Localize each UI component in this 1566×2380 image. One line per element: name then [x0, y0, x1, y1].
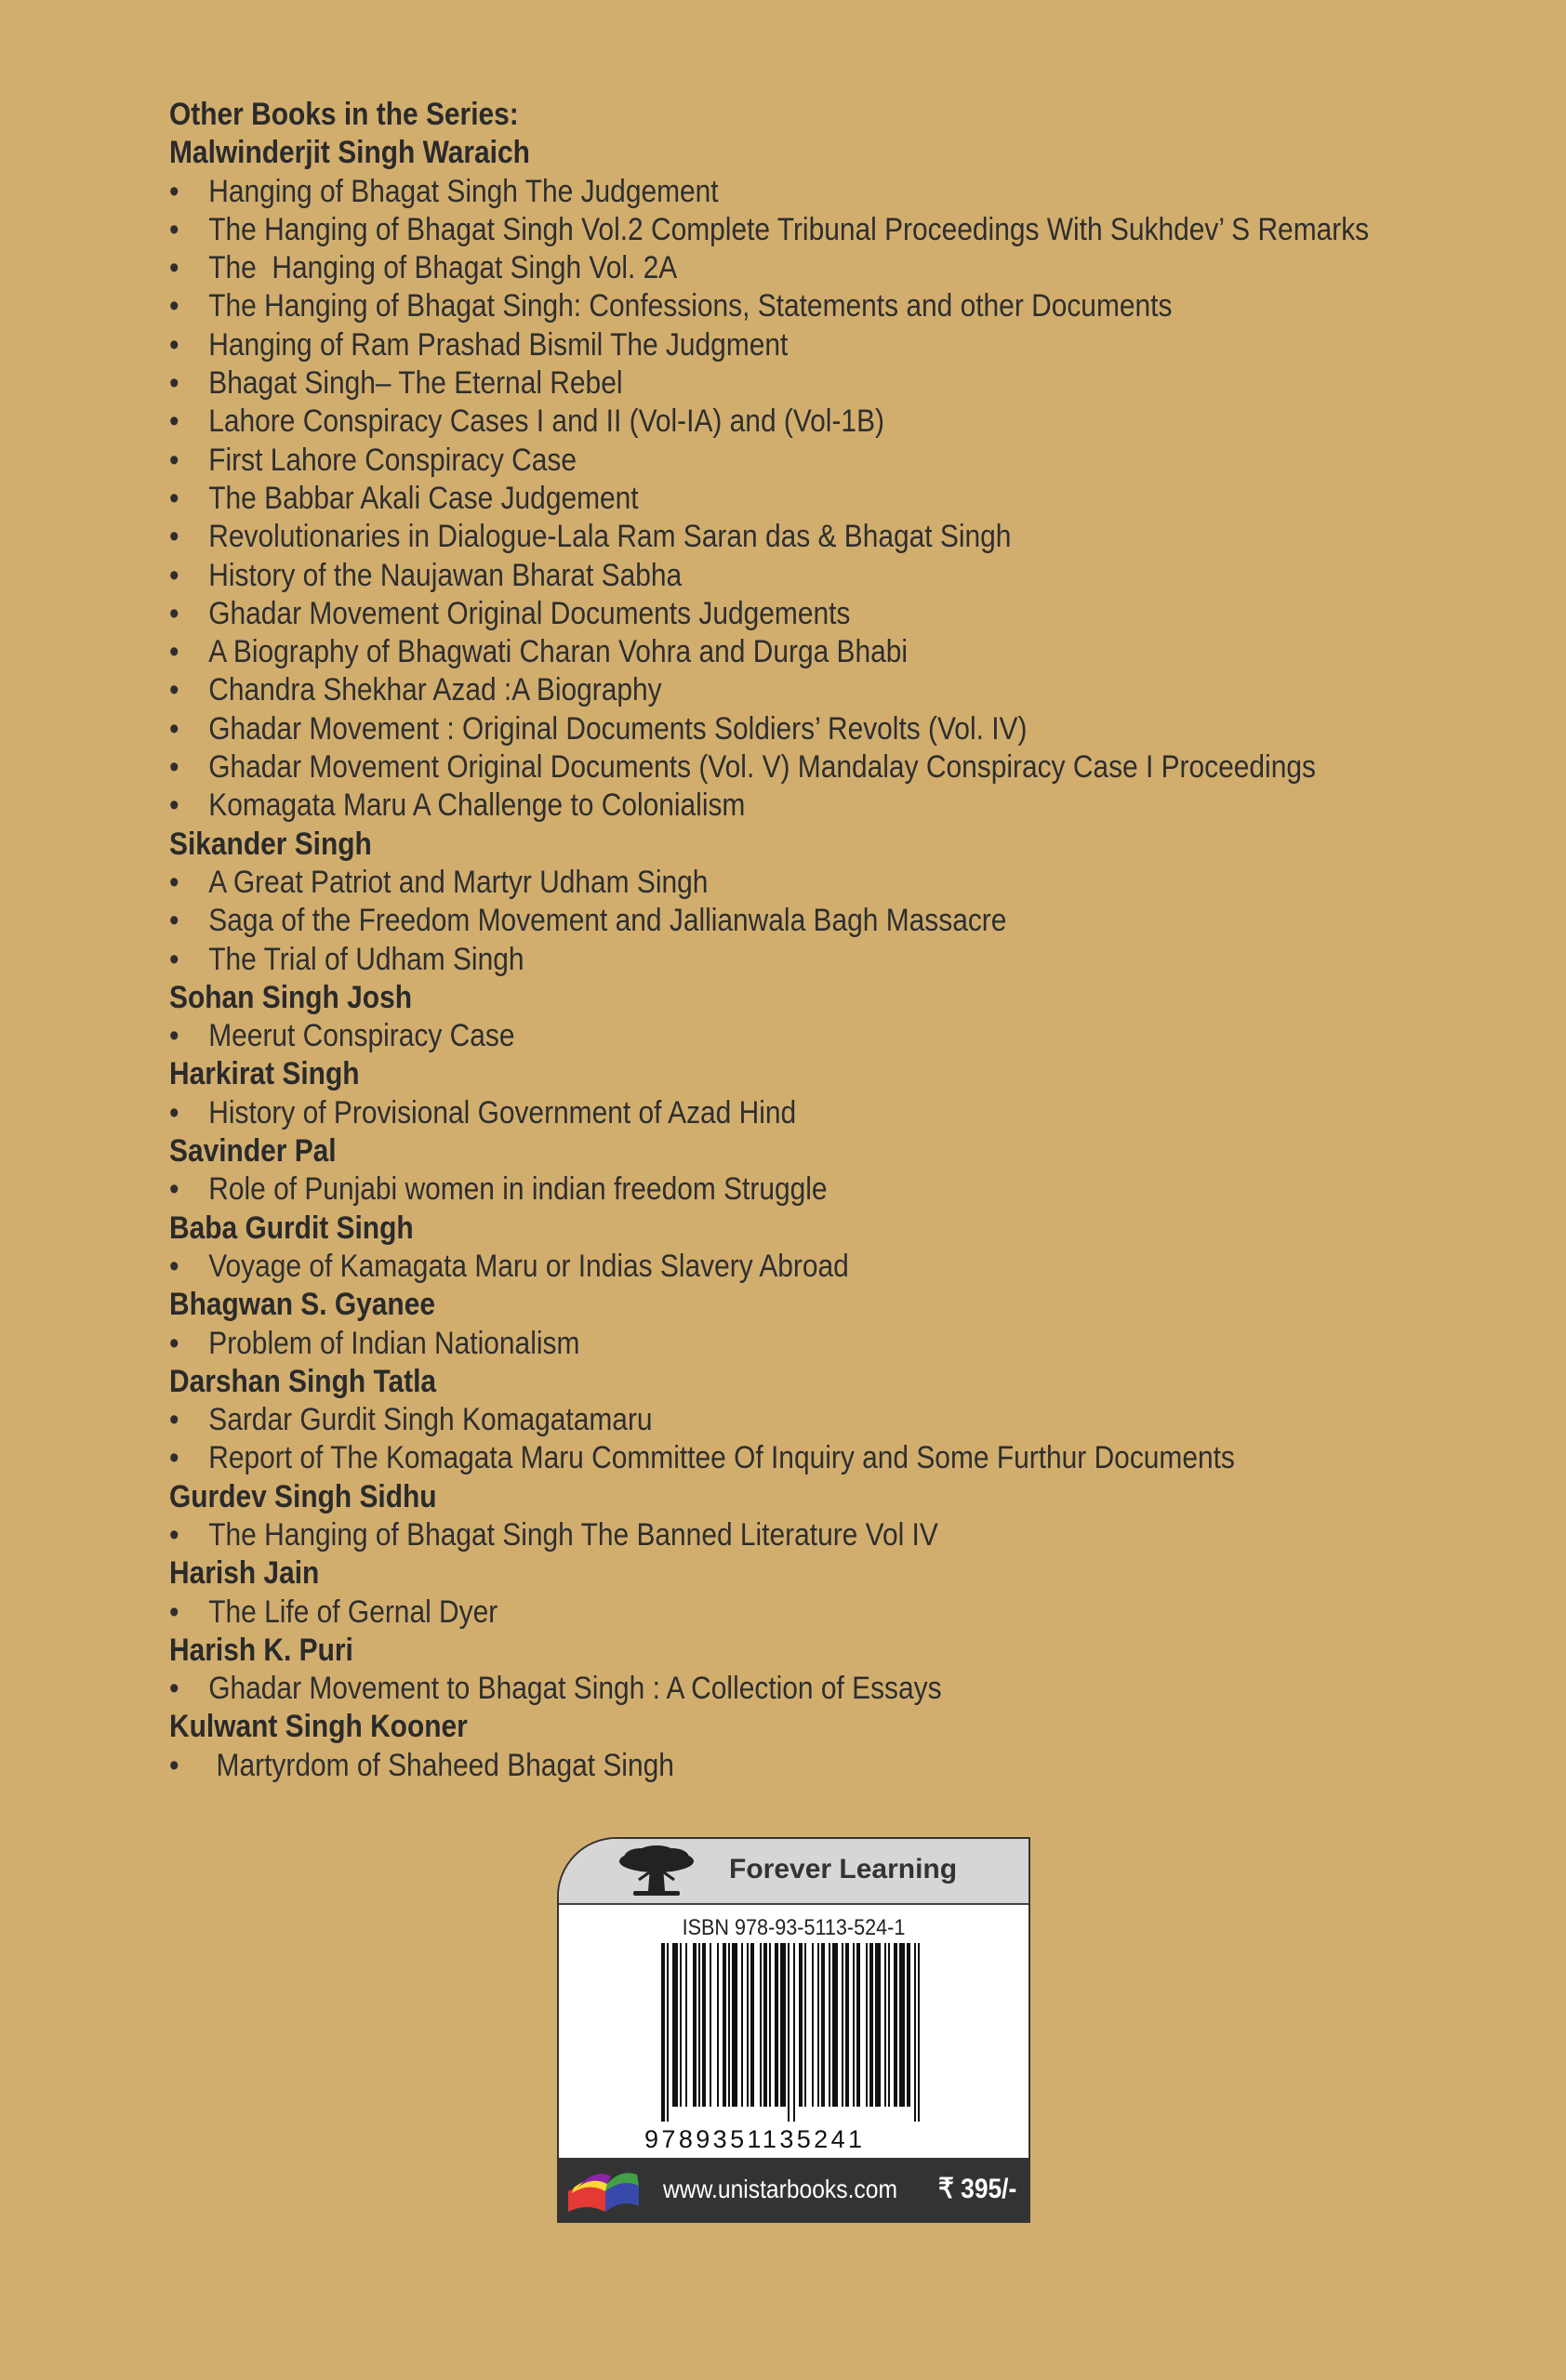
book-list-item [169, 787, 1315, 825]
bullet: • [169, 749, 179, 786]
barcode-bar [698, 1943, 700, 2107]
book-list-item [169, 1017, 1315, 1055]
bullet: • [169, 1593, 179, 1630]
author-name: Harish K. Puri [169, 1632, 353, 1668]
barcode-bar [804, 1943, 806, 2107]
book-title: History of the Naujawan Bharat Sabha [208, 557, 683, 593]
book-title: Ghadar Movement to Bhagat Singh : A Collection of Essays [208, 1671, 942, 1707]
book-list-item [169, 595, 1315, 633]
book-title: Bhagat Singh– The Eternal Rebel [208, 365, 623, 402]
bullet: • [169, 1325, 179, 1361]
book-title: Ghadar Movement Original Documents Judgements [208, 595, 851, 631]
bullet: • [169, 1018, 179, 1054]
barcode-graphic [661, 1943, 920, 2122]
book-title: Sardar Gurdit Singh Komagatamaru [208, 1402, 653, 1438]
barcode-bar [667, 1943, 669, 2122]
book-list-item [169, 403, 1315, 441]
barcode-bar [914, 1943, 916, 2122]
book-list-item [169, 326, 1315, 364]
author-name: Baba Gurdit Singh [169, 1210, 414, 1246]
barcode-bar [717, 1943, 719, 2107]
book-list-item [169, 518, 1315, 556]
bullet: • [169, 1516, 179, 1553]
author-name: Harish Jain [169, 1555, 320, 1592]
bullet: • [169, 557, 179, 593]
book-list-item [169, 902, 1315, 940]
tree-icon [615, 1844, 698, 1898]
barcode-bar [747, 1943, 749, 2107]
author-name: Sikander Singh [169, 826, 372, 862]
book-title: Chandra Shekhar Azad :A Biography [208, 672, 662, 708]
book-title: The Hanging of Bhagat Singh Vol. 2A [208, 250, 678, 286]
barcode-bar [799, 1943, 803, 2107]
barcode-bar [829, 1943, 830, 2107]
book-title: The Hanging of Bhagat Singh Vol.2 Complete Tribunal Proceedings With Sukhdev’ S Remarks [208, 211, 1370, 247]
book-list-item [169, 173, 1315, 211]
book-title: History of Provisional Government of Azad Hind [208, 1094, 797, 1130]
book-list-item [169, 710, 1315, 748]
author-name: Darshan Singh Tatla [169, 1363, 437, 1399]
book-title: The Hanging of Bhagat Singh: Confessions, Statements and other Documents [208, 288, 1173, 324]
barcode-bar [899, 1943, 905, 2107]
book-title: Saga of the Freedom Movement and Jallianwala Bagh Massacre [208, 903, 1007, 939]
book-title: Ghadar Movement : Original Documents Soldiers’ Revolts (Vol. IV) [208, 710, 1028, 747]
book-title: The Trial of Udham Singh [208, 941, 524, 977]
barcode-bar [894, 1943, 897, 2107]
bullet: • [169, 250, 179, 286]
bullet: • [169, 403, 179, 440]
book-title: Lahore Conspiracy Cases I and II (Vol-IA) and (Vol-1B) [208, 403, 884, 440]
barcode-bar [875, 1943, 881, 2107]
author-name: Gurdev Singh Sidhu [169, 1478, 437, 1514]
bullet: • [169, 710, 179, 747]
barcode-bar [845, 1943, 849, 2107]
barcode-bar [853, 1943, 855, 2107]
bullet: • [169, 595, 179, 631]
barcode-bar [672, 1943, 678, 2107]
bullet: • [169, 442, 179, 478]
barcode-bar [869, 1943, 873, 2107]
book-title: Komagata Maru A Challenge to Colonialism [208, 787, 746, 824]
bullet: • [169, 1171, 179, 1208]
barcode-bar [723, 1943, 726, 2107]
barcode-bar [661, 1943, 665, 2122]
book-list-item [169, 211, 1370, 249]
barcode-bar [710, 1943, 711, 2107]
book-title: Voyage of Kamagata Maru or Indias Slavery Abroad [208, 1248, 849, 1284]
price-label: ₹ 395/- [938, 2174, 1017, 2204]
barcode-bar [685, 1943, 687, 2107]
book-list-item [169, 249, 1315, 287]
book-logo-icon [564, 2163, 644, 2215]
book-list-item [169, 1439, 1315, 1477]
book-title: First Lahore Conspiracy Case [208, 442, 577, 478]
book-list-item [169, 1170, 1315, 1209]
author-name: Bhagwan S. Gyanee [169, 1287, 435, 1323]
book-title: Report of The Komagata Maru Committee Of Inquiry and Some Furthur Documents [208, 1440, 1235, 1476]
barcode-bar [693, 1943, 697, 2107]
bullet: • [169, 941, 179, 977]
book-list-item [169, 480, 1315, 518]
book-list-item [169, 748, 1315, 787]
barcode-bar [728, 1943, 730, 2107]
book-title: Role of Punjabi women in indian freedom Struggle [208, 1171, 828, 1208]
barcode-bar [832, 1943, 838, 2107]
book-list-item [169, 1747, 1315, 1785]
book-list-item [169, 1094, 1315, 1132]
book-title: A Great Patriot and Martyr Udham Singh [208, 864, 709, 900]
book-list-item [169, 442, 1315, 480]
barcode-bar [856, 1943, 860, 2107]
book-list-item [169, 1593, 1315, 1632]
bullet: • [169, 211, 179, 247]
book-title: Ghadar Movement Original Documents (Vol. V) Mandalay Conspiracy Case I Proceedings [208, 749, 1316, 786]
book-list-item [169, 864, 1315, 902]
publisher-website: www.unistarbooks.com [663, 2175, 897, 2203]
barcode-bar [888, 1943, 890, 2107]
book-list-item [169, 1670, 1315, 1708]
bullet: • [169, 326, 179, 363]
book-list-item [169, 671, 1315, 709]
book-list-item [169, 557, 1315, 595]
barcode-bar [732, 1943, 737, 2107]
author-name: Sohan Singh Josh [169, 979, 412, 1015]
barcode-bar [763, 1943, 767, 2107]
bullet: • [169, 1671, 179, 1707]
book-series-list [169, 96, 1471, 1785]
book-list-item [169, 941, 1315, 979]
book-list-item [169, 1401, 1315, 1439]
author-name: Malwinderjit Singh Waraich [169, 135, 530, 171]
book-title: Martyrdom of Shaheed Bhagat Singh [208, 1747, 674, 1783]
book-list-item [169, 287, 1315, 325]
series-heading: Other Books in the Series: [169, 97, 519, 132]
bullet: • [169, 903, 179, 939]
bullet: • [169, 1248, 179, 1284]
barcode-bar [741, 1943, 743, 2107]
bullet: • [169, 672, 179, 708]
bullet: • [169, 1440, 179, 1476]
bullet: • [169, 480, 179, 516]
book-list-item [169, 1325, 1315, 1363]
barcode-bar [780, 1943, 786, 2107]
barcode-bar [907, 1943, 910, 2107]
book-title: Problem of Indian Nationalism [208, 1325, 580, 1361]
bullet: • [169, 519, 179, 555]
brand-name: Forever Learning [729, 1854, 958, 1884]
author-name: Kulwant Singh Kooner [169, 1709, 468, 1745]
bullet: • [169, 1402, 179, 1438]
barcode-bar [812, 1943, 814, 2107]
bullet: • [169, 787, 179, 824]
barcode-bar [817, 1943, 819, 2107]
barcode-bar [680, 1943, 682, 2107]
book-title: Meerut Conspiracy Case [208, 1018, 515, 1054]
bullet: • [169, 288, 179, 324]
barcode-bar [793, 1943, 795, 2122]
bullet: • [169, 634, 179, 670]
book-title: The Hanging of Bhagat Singh The Banned Literature Vol IV [208, 1516, 938, 1553]
barcode-bar [702, 1943, 706, 2107]
barcode-price-panel [557, 1837, 1030, 2223]
bullet: • [169, 864, 179, 900]
barcode-bar [769, 1943, 771, 2107]
bullet: • [169, 365, 179, 402]
brand-header [559, 1839, 1029, 1905]
book-list-item [169, 1516, 1315, 1554]
barcode-bar [821, 1943, 825, 2107]
barcode-bar [760, 1943, 762, 2107]
bullet: • [169, 1094, 179, 1130]
bullet: • [169, 1747, 179, 1783]
barcode-bar [918, 1943, 920, 2122]
isbn-text: ISBN 978-93-5113-524-1 [682, 1915, 906, 1940]
barcode-bar [788, 1943, 790, 2122]
bullet: • [169, 173, 179, 209]
book-title: The Life of Gernal Dyer [208, 1593, 498, 1630]
author-name: Harkirat Singh [169, 1056, 360, 1092]
book-title: The Babbar Akali Case Judgement [208, 480, 639, 516]
book-title: Hanging of Bhagat Singh The Judgement [208, 173, 719, 209]
book-title: Revolutionaries in Dialogue-Lala Ram Saran das & Bhagat Singh [208, 519, 1012, 555]
barcode-bar [750, 1943, 754, 2107]
book-list-item [169, 633, 1315, 671]
barcode-bar [842, 1943, 843, 2107]
barcode-digits: 9789351135241 [644, 2125, 866, 2153]
book-title: Hanging of Ram Prashad Bismil The Judgment [208, 326, 789, 363]
barcode-bar [866, 1943, 868, 2107]
barcode-bar [775, 1943, 778, 2107]
book-list-item [169, 364, 1315, 403]
book-list-item [169, 1248, 1315, 1286]
publisher-footer [559, 2158, 1029, 2221]
barcode-bar [884, 1943, 886, 2107]
author-name: Savinder Pal [169, 1133, 337, 1170]
book-title: A Biography of Bhagwati Charan Vohra and Durga Bhabi [208, 634, 909, 670]
